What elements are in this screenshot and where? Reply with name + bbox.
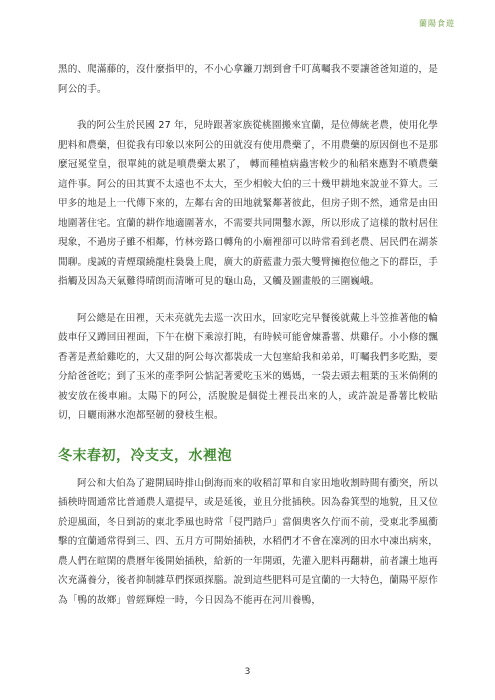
paragraph-continuation: 黑的、爬滿藤的，沒什麼指甲的，不小心拿鐮刀割到會千叮萬囑我不要讓爸爸知道的，是阿公的手。 — [58, 64, 439, 95]
page-content — [58, 60, 438, 610]
paragraph-grandfather-background: 我的阿公生於民國 27 年，兒時跟著家族從桃園搬來宜蘭，是位傳統老農，使用化學肥料和農藥，但從我有印象以來阿公的田就沒有使用農藥了，不用農藥的原因倒也不是那麼冠冕堂皇，很單純的就是噴農藥太累了， 轉而種植病蟲害較少的秈稻來應對不噴農藥這件事。阿公的田其實不太遠也不太大，至少相較大伯的三十幾甲耕地來說並不算大。三甲多的地是上一代傳下來的，左鄰右舍的田地就緊鄰著彼此，但房子則不然，通常是由田地圍著住宅。宜蘭的耕作地適圍著水，不需要共同開鑿水源，所以形成了這樣的散村居住現象，不過房子雖不相鄰，竹林旁路口轉角的小廟裡卻可以時常看到老農、居民們在湖茶閒聊。虔誠的青煙環繞龍柱裊裊上爬，廣大的蔚藍畫力張大雙臂擁抱位他之下的群臣，手指觸及因為天氣難得晴朗而清晰可見的龜山島，又觸及圖畫般的三圍巍峨。 — [58, 120, 439, 287]
running-header: 蘭陽食遊 — [419, 19, 455, 28]
paragraph-planting-season: 阿公和大伯為了避開屆時排山倒海而來的收稻訂單和自家田地收割時間有衝突，所以插秧時間通常比普通農人還提早，或是延後，並且分批插秧。因為畚箕型的地貌，且又位於迎風面，冬日到訪的東北季風也時常「侵門踏戶」當個奧客久佇而不前，受東北季風衝擊的宜蘭通常得到三、四、五月方可開始插秧，水稻們才不會在凜冽的田水中凍出病來，農人們在暄閑的農曆年後開始插秧，給新的一年開頭，先灌入肥料再翻耕，前者讓土地再次充滿養分，後者抑制雜草們探頭探腦。說到這些肥料可是宜蘭的一大特色，蘭陽平原作為「鴨的故鄉」曾經輝煌一時，今日因為不能再在河川養鴨， — [58, 477, 439, 606]
section-heading: 冬末春初，冷支支，水裡泡 — [58, 447, 232, 464]
paragraph-grandfather-daily-life: 阿公總是在田裡，天未亮就先去巡一次田水，回家吃完早餐後就戴上斗笠推著他的輪鼓車仔又蹲回田裡面，下午在樹下乘涼打盹，有時候可能會煉番薯、烘雞仔。小小修的飄香著是煮給雞吃的，大又甜的阿公每次都裝成一大包塞給我和弟弟，叮囑我們多吃點，要分給爸爸吃；到了玉米的產季阿公惦記著愛吃玉米的媽媽，一袋去頭去粗葉的玉米倘俐的被安放在後車廂。太陽下的阿公，活脫脫是個從土裡長出來的人，或許說是番薯比較貼切，日曬雨淋水泡都堅韌的發枝生根。 — [58, 312, 439, 421]
page-number: 3 — [244, 667, 251, 677]
